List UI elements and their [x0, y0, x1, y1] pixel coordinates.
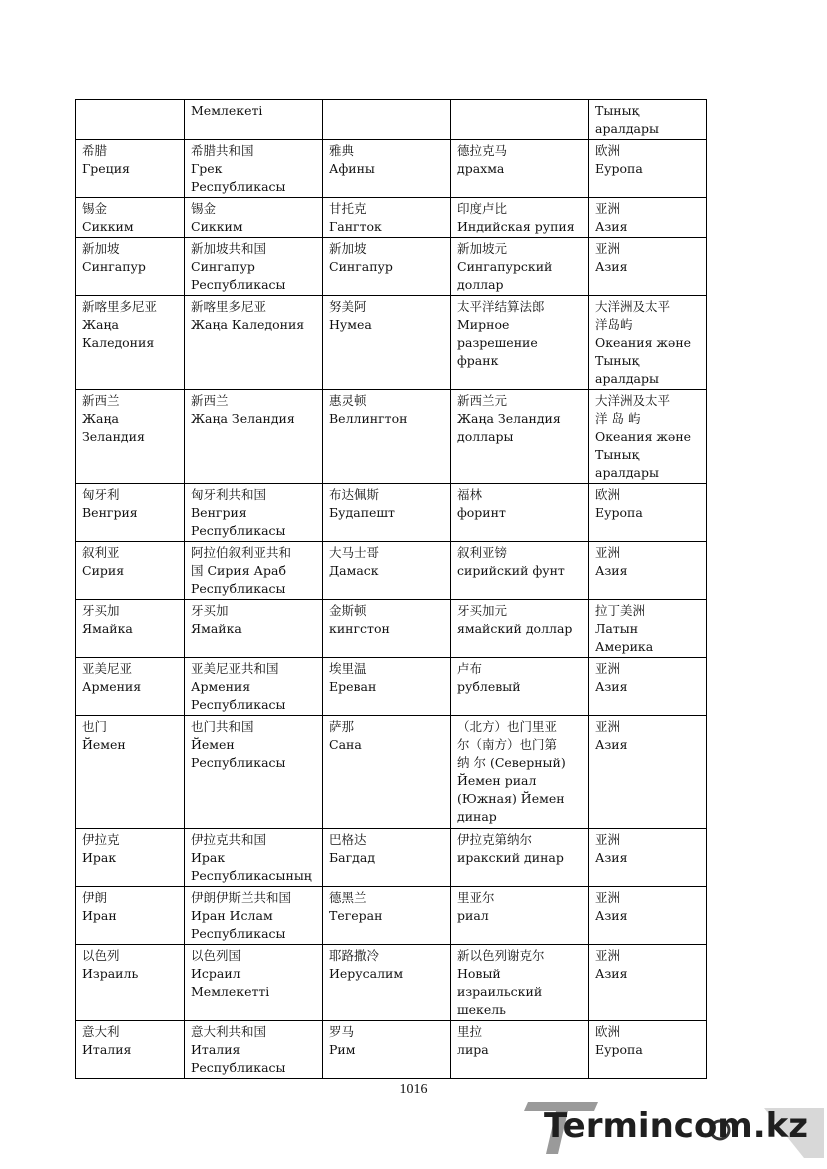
- table-cell: [185, 829, 323, 887]
- cell-text: 新加坡 Сингапур: [329, 241, 393, 274]
- table-cell: [589, 600, 707, 658]
- logo-text: Termincom.kz: [544, 1106, 809, 1146]
- cell-text: 福林 форинт: [457, 487, 506, 520]
- table-row: [76, 238, 707, 296]
- table-cell: [451, 1021, 589, 1079]
- cell-text: 亚洲 Азия: [595, 241, 628, 274]
- cell-text: 大洋洲及太平 洋 岛 屿 Океания және Тынық аралдары: [595, 393, 692, 480]
- table-cell: [323, 484, 451, 542]
- table-cell: [76, 238, 185, 296]
- table-cell: [323, 1021, 451, 1079]
- table-cell: [451, 658, 589, 716]
- cell-text: 伊朗伊斯兰共和国 Иран Ислам Республикасы: [191, 890, 292, 941]
- cell-text: 新西兰元 Жаңа Зеландия доллары: [457, 393, 561, 444]
- cell-text: 牙买加元 ямайский доллар: [457, 603, 573, 636]
- table-cell: [76, 542, 185, 600]
- cell-text: 也门 Йемен: [82, 719, 126, 752]
- cell-text: 牙买加 Ямайка: [82, 603, 133, 636]
- cell-text: 亚洲 Азия: [595, 719, 628, 752]
- table-cell: [76, 829, 185, 887]
- cell-text: 新加坡 Сингапур: [82, 241, 146, 274]
- table-cell: [323, 296, 451, 390]
- cell-text: 欧洲 Еуропа: [595, 1024, 643, 1057]
- cell-text: 太平洋结算法郎 Мирное разрешение франк: [457, 299, 545, 368]
- table-cell: [76, 100, 185, 140]
- cell-text: 埃里温 Ереван: [329, 661, 377, 694]
- table-cell: [185, 887, 323, 945]
- table-row: [76, 140, 707, 198]
- cell-text: 亚洲 Азия: [595, 201, 628, 234]
- cell-text: 德黑兰 Тегеран: [329, 890, 383, 923]
- cell-text: 布达佩斯 Будапешт: [329, 487, 395, 520]
- cell-text: 伊朗 Иран: [82, 890, 117, 923]
- cell-text: 耶路撒冷 Иерусалим: [329, 948, 404, 981]
- table-cell: [451, 198, 589, 238]
- cell-text: 亚洲 Азия: [595, 545, 628, 578]
- cell-text: 大洋洲及太平 洋岛屿 Океания және Тынық аралдары: [595, 299, 692, 386]
- table-row: [76, 390, 707, 484]
- cell-text: 新西兰 Жаңа Зеландия: [191, 393, 295, 426]
- cell-text: 努美阿 Нумеа: [329, 299, 372, 332]
- termincom-logo[interactable]: [524, 1098, 824, 1158]
- cell-text: 甘托克 Гангток: [329, 201, 382, 234]
- cell-text: 匈牙利 Венгрия: [82, 487, 138, 520]
- table-cell: [589, 658, 707, 716]
- table-cell: [589, 542, 707, 600]
- cell-text: 以色列 Израиль: [82, 948, 139, 981]
- cell-text: 德拉克马 драхма: [457, 143, 508, 176]
- table-cell: [185, 238, 323, 296]
- cell-text: 阿拉伯叙利亚共和 国 Сирия Араб Республикасы: [191, 545, 292, 596]
- table-row: [76, 716, 707, 829]
- table-cell: [323, 198, 451, 238]
- table-cell: [185, 600, 323, 658]
- table-cell: [76, 296, 185, 390]
- table-cell: [589, 238, 707, 296]
- table-cell: [589, 198, 707, 238]
- table-cell: [323, 716, 451, 829]
- cell-text: 惠灵顿 Веллингтон: [329, 393, 408, 426]
- table-cell: [589, 1021, 707, 1079]
- cell-text: 亚美尼亚 Армения: [82, 661, 142, 694]
- table-row: [76, 600, 707, 658]
- cell-text: 叙利亚镑 сирийский фунт: [457, 545, 565, 578]
- table-cell: [323, 390, 451, 484]
- table-cell: [589, 887, 707, 945]
- cell-text: 里拉 лира: [457, 1024, 489, 1057]
- table-cell: [76, 887, 185, 945]
- table-cell: [451, 887, 589, 945]
- table-cell: [185, 1021, 323, 1079]
- table-cell: [451, 600, 589, 658]
- table-cell: [323, 140, 451, 198]
- table-row: [76, 100, 707, 140]
- cell-text: 亚洲 Азия: [595, 890, 628, 923]
- cell-text: Тынық аралдары: [595, 103, 659, 136]
- cell-text: 萨那 Сана: [329, 719, 362, 752]
- cell-text: 锡金 Сикким: [82, 201, 134, 234]
- cell-text: 亚美尼亚共和国 Армения Республикасы: [191, 661, 286, 712]
- cell-text: 伊拉克 Ирак: [82, 832, 120, 865]
- table-cell: [185, 484, 323, 542]
- cell-text: 锡金 Сикким: [191, 201, 243, 234]
- cell-text: 雅典 Афины: [329, 143, 375, 176]
- cell-text: 也门共和国 Йемен Республикасы: [191, 719, 286, 770]
- cell-text: 欧洲 Еуропа: [595, 487, 643, 520]
- cell-text: 亚洲 Азия: [595, 661, 628, 694]
- table-cell: [185, 198, 323, 238]
- cell-text: 希腊共和国 Грек Республикасы: [191, 143, 286, 194]
- table-cell: [76, 658, 185, 716]
- table-cell: [185, 296, 323, 390]
- cell-text: 印度卢比 Индийская рупия: [457, 201, 575, 234]
- table-cell: [76, 600, 185, 658]
- table-cell: [323, 238, 451, 296]
- table-cell: [185, 945, 323, 1021]
- cell-text: （北方）也门里亚 尔（南方）也门第 纳 尔 (Северный) Йемен риал (Южная) Йемен динар: [457, 719, 566, 824]
- table-cell: [185, 716, 323, 829]
- table-cell: [323, 945, 451, 1021]
- table-cell: [451, 716, 589, 829]
- table-cell: [323, 100, 451, 140]
- cell-text: 卢布 рублевый: [457, 661, 521, 694]
- table-row: [76, 829, 707, 887]
- table-cell: [451, 390, 589, 484]
- cell-text: 新以色列谢克尔 Новый израильский шекель: [457, 948, 545, 1017]
- table-body: [76, 100, 707, 1079]
- table-cell: [589, 829, 707, 887]
- cell-text: 新喀里多尼亚 Жаңа Каледония: [191, 299, 305, 332]
- table-row: [76, 1021, 707, 1079]
- cell-text: 亚洲 Азия: [595, 948, 628, 981]
- table-cell: [76, 390, 185, 484]
- table-row: [76, 887, 707, 945]
- table-cell: [451, 140, 589, 198]
- table-cell: [589, 100, 707, 140]
- table-cell: [185, 542, 323, 600]
- cell-text: 意大利 Италия: [82, 1024, 132, 1057]
- table-cell: [185, 140, 323, 198]
- table-cell: [451, 100, 589, 140]
- cell-text: 拉丁美洲 Латын Америка: [595, 603, 654, 654]
- table-cell: [76, 945, 185, 1021]
- table-row: [76, 484, 707, 542]
- table-cell: [323, 658, 451, 716]
- table-cell: [451, 829, 589, 887]
- cell-text: 牙买加 Ямайка: [191, 603, 242, 636]
- table-cell: [451, 945, 589, 1021]
- table-cell: [589, 945, 707, 1021]
- table-cell: [76, 198, 185, 238]
- table-row: [76, 542, 707, 600]
- table-cell: [323, 600, 451, 658]
- table-cell: [323, 887, 451, 945]
- table-cell: [589, 716, 707, 829]
- table-cell: [185, 390, 323, 484]
- table-cell: [589, 390, 707, 484]
- cell-text: 以色列国 Исраил Мемлекетті: [191, 948, 270, 999]
- table-cell: [76, 140, 185, 198]
- table-cell: [451, 296, 589, 390]
- country-table: [75, 99, 707, 1079]
- table-cell: [589, 296, 707, 390]
- table-cell: [451, 542, 589, 600]
- table-row: [76, 945, 707, 1021]
- table-cell: [589, 484, 707, 542]
- cell-text: Мемлекеті: [191, 103, 263, 118]
- table-cell: [451, 484, 589, 542]
- cell-text: 伊拉克共和国 Ирак Республикасының: [191, 832, 312, 883]
- table-cell: [76, 1021, 185, 1079]
- table-cell: [185, 100, 323, 140]
- cell-text: 巴格达 Багдад: [329, 832, 376, 865]
- cell-text: 叙利亚 Сирия: [82, 545, 125, 578]
- table-cell: [451, 238, 589, 296]
- cell-text: 金斯顿 кингстон: [329, 603, 390, 636]
- cell-text: 新加坡共和国 Сингапур Республикасы: [191, 241, 286, 292]
- table-cell: [76, 716, 185, 829]
- cell-text: 亚洲 Азия: [595, 832, 628, 865]
- table-cell: [76, 484, 185, 542]
- cell-text: 新加坡元 Сингапурский доллар: [457, 241, 553, 292]
- table-cell: [589, 140, 707, 198]
- cell-text: 罗马 Рим: [329, 1024, 356, 1057]
- cell-text: 意大利共和国 Италия Республикасы: [191, 1024, 286, 1075]
- cell-text: 伊拉克第纳尔 иракский динар: [457, 832, 564, 865]
- table-row: [76, 198, 707, 238]
- cell-text: 大马士哥 Дамаск: [329, 545, 380, 578]
- cell-text: 希腊 Греция: [82, 143, 130, 176]
- table-cell: [323, 829, 451, 887]
- table-row: [76, 296, 707, 390]
- table-row: [76, 658, 707, 716]
- page-number: 1016: [399, 1082, 428, 1097]
- cell-text: 新喀里多尼亚 Жаңа Каледония: [82, 299, 158, 350]
- table-cell: [185, 658, 323, 716]
- cell-text: 匈牙利共和国 Венгрия Республикасы: [191, 487, 286, 538]
- table-cell: [323, 542, 451, 600]
- cell-text: 里亚尔 риал: [457, 890, 495, 923]
- cell-text: 欧洲 Еуропа: [595, 143, 643, 176]
- cell-text: 新西兰 Жаңа Зеландия: [82, 393, 145, 444]
